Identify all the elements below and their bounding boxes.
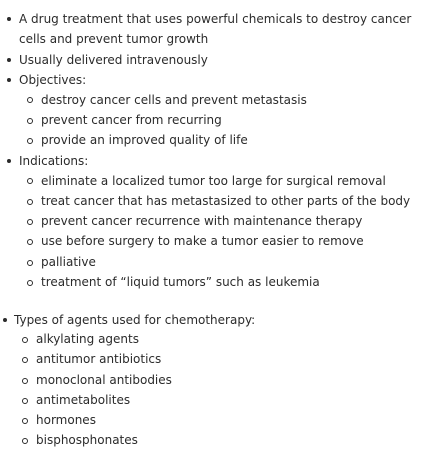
agent-type-item: antimetabolites [36, 393, 131, 407]
circle-bullet-icon [22, 418, 28, 424]
circle-bullet-icon [27, 260, 33, 266]
circle-bullet-icon [27, 138, 33, 144]
circle-bullet-icon [27, 97, 33, 103]
circle-bullet-icon [22, 378, 28, 384]
circle-bullet-icon [27, 118, 33, 124]
circle-bullet-icon [22, 438, 28, 444]
circle-bullet-icon [22, 357, 28, 363]
agent-type-item: hormones [36, 413, 96, 427]
objectives-label: Objectives: [19, 73, 87, 87]
circle-bullet-icon [27, 280, 33, 286]
circle-bullet-icon [27, 178, 33, 184]
circle-bullet-icon [22, 337, 28, 343]
bullet-icon [7, 17, 11, 21]
circle-bullet-icon [22, 398, 28, 404]
indication-item: treatment of “liquid tumors” such as leukemia [41, 275, 320, 289]
circle-bullet-icon [27, 199, 33, 205]
agent-type-item: bisphosphonates [36, 433, 138, 447]
delivery-text: Usually delivered intravenously [19, 53, 208, 67]
types-label: Types of agents used for chemotherapy: [14, 313, 256, 327]
intro-line-2: cells and prevent tumor growth [19, 32, 209, 46]
bullet-icon [7, 159, 11, 163]
circle-bullet-icon [27, 239, 33, 245]
objective-item: destroy cancer cells and prevent metastasis [41, 93, 307, 107]
indication-item: eliminate a localized tumor too large for surgical removal [41, 174, 386, 188]
objective-item: provide an improved quality of life [41, 133, 248, 147]
indication-item: treat cancer that has metastasized to other parts of the body [41, 194, 411, 208]
agent-type-item: monoclonal antibodies [36, 373, 172, 387]
bullet-icon [7, 58, 11, 62]
intro-line-1: A drug treatment that uses powerful chemicals to destroy cancer [19, 12, 412, 26]
circle-bullet-icon [27, 219, 33, 225]
indication-item: palliative [41, 255, 96, 269]
bullet-icon [7, 78, 11, 82]
agent-type-item: alkylating agents [36, 332, 139, 346]
objective-item: prevent cancer from recurring [41, 113, 222, 127]
indication-item: use before surgery to make a tumor easier to remove [41, 234, 364, 248]
indications-label: Indications: [19, 154, 89, 168]
bullet-icon [3, 318, 7, 322]
agent-type-item: antitumor antibiotics [36, 352, 162, 366]
indication-item: prevent cancer recurrence with maintenance therapy [41, 214, 363, 228]
